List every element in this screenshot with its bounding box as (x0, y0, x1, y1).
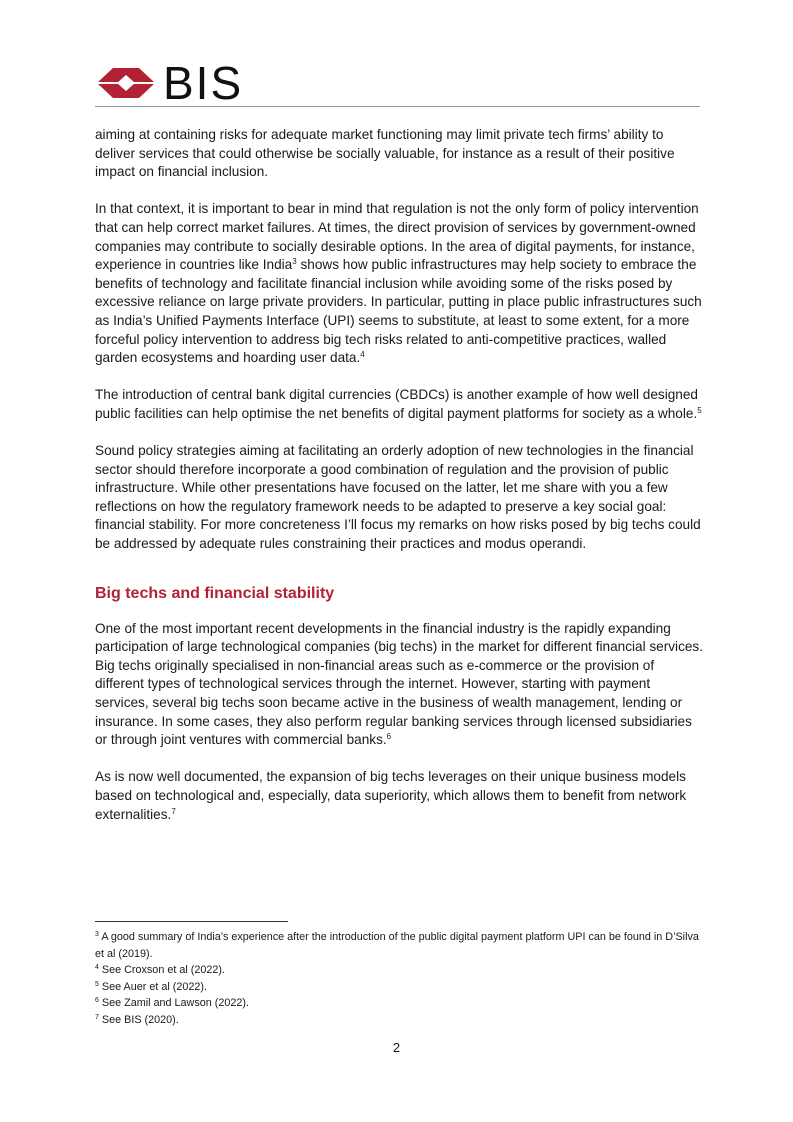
paragraph-2-text-b: shows how public infrastructures may help society to embrace the benefits of technology and facilitate financial inclusion while avoiding some of the risks posed by excessive reliance on large private providers. In particular, putting in place public infrastructures such as India’s Unified Payments Interface (UPI) seems to substitute, at least to some extent, for a more forceful policy intervention to address big tech risks related to anti-competitive practices, walled garden ecosystems and hoarding user data. (95, 257, 702, 366)
paragraph-2-text-a: In that context, it is important to bear in mind that regulation is not the only form of policy intervention that can help correct market failures. At times, the direct provision of services by government-owned companies may contribute to socially desirable options. In the area of digital payments, for instance, experience in countries like India (95, 201, 699, 273)
footnote-text: A good summary of India’s experience after the introduction of the public digital payment platform UPI can be found in D’Silva et al (2019). (95, 931, 699, 960)
footnote-divider (95, 921, 288, 922)
logo-text: BIS (163, 57, 244, 109)
footnote-3 (95, 929, 705, 962)
bis-logo (95, 57, 244, 109)
paragraph-4: Sound policy strategies aiming at facilitating an orderly adoption of new technologies in the financial sector should therefore incorporate a good combination of regulation and the provision of public infrastructure. While other presentations have focused on the latter, let me share with you a few reflections on how the regulatory framework needs to be adapted to preserve a key social goal: financial stability. For more concreteness I’ll focus my remarks on how risks posed by big techs could be addressed by adequate rules constraining their practices and modus operandi. (95, 443, 701, 552)
footnote-text: See Zamil and Lawson (2022). (101, 997, 249, 1009)
footnote-number: 3 (95, 931, 99, 938)
footnote-text: See BIS (2020). (101, 1013, 179, 1026)
footnote-text: See Croxson et al (2022). (101, 964, 225, 976)
footnote-number: 6 (95, 997, 99, 1004)
paragraph-6 (95, 768, 705, 824)
footnote-number: 5 (95, 980, 99, 988)
bis-logo-mark-icon (95, 64, 157, 102)
header-divider (95, 106, 700, 107)
paragraph-3-text: The introduction of central bank digital currencies (CBDCs) is another example of how well designed public facilities can help optimise the net benefits of digital payment platforms for society as a whole. (95, 387, 698, 421)
paragraph-3 (95, 386, 705, 423)
footnote-7 (95, 1012, 705, 1029)
paragraph-5 (95, 620, 705, 750)
footnote-ref-4[interactable]: 4 (360, 350, 365, 360)
footnote-text: See Auer et al (2022). (101, 980, 207, 993)
footnote-number: 4 (95, 964, 99, 971)
footnote-4 (95, 962, 705, 979)
page-number: 2 (392, 1040, 401, 1055)
paragraph-2 (95, 200, 705, 367)
paragraph-6-text: As is now well documented, the expansion of big techs leverages on their unique business models based on technological and, especially, data superiority, which allows them to benefit from network externalities. (95, 769, 687, 822)
paragraph-5-text: One of the most important recent developments in the financial industry is the rapidly expanding participation of large technological companies (big techs) in the market for different financial services. Big techs originally specialised in non-financial areas such as e-commerce or the provision of different types of technological services through the internet. However, starting with payment services, several big techs soon became active in the business of wealth management, lending or insurance. In some cases, they also perform regular banking services through licensed subsidiaries or through joint ventures with commercial banks. (95, 620, 704, 748)
paragraph-1: aiming at containing risks for adequate market functioning may limit private tech firms’ ability to deliver services that could otherwise be socially valuable, for instance as a result of their positive impact on financial inclusion. (95, 127, 675, 180)
footnotes (95, 929, 705, 1028)
main-content (95, 126, 705, 843)
footnote-ref-3[interactable]: 3 (292, 257, 297, 267)
footnote-number: 7 (95, 1013, 99, 1021)
footnote-ref-7[interactable]: 7 (171, 806, 176, 816)
section-heading: Big techs and financial stability (95, 584, 335, 602)
footnote-ref-6[interactable]: 6 (386, 732, 392, 742)
footnote-ref-5[interactable]: 5 (697, 405, 702, 415)
footnote-6 (95, 995, 705, 1012)
footnote-5 (95, 979, 705, 996)
